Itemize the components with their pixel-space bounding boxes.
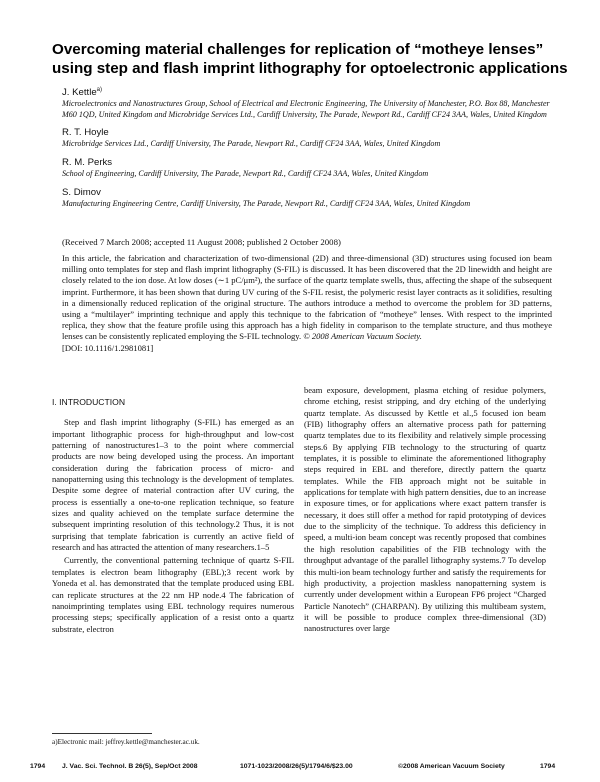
author-name: R. T. Hoyle — [62, 127, 109, 139]
author-affiliation: School of Engineering, Cardiff University, The Parade, Newport Rd., Cardiff CF24 3AA, Wales, United Kingdom — [62, 168, 429, 178]
author-block — [62, 84, 552, 216]
abstract-body: In this article, the fabrication and characterization of two-dimensional (2D) and three-dimensional (3D) structures using focused ion beam milling onto templates for step and flash imprint lithography (S-FIL) is discussed. It has been discovered that the 2D linewidth and height are closely related to the ion dose. At low doses (∼1 pC/μm²), the surface of the quartz template swells, thus, affecting the shape of the subsequent imprint. Furthermore, it has been shown that during UV curing of the S-FIL resist, the polymeric resist layer contracts as it solidifies, resulting in a dimensionally reduced replication of the original structure. The authors introduce a method to overcome the problem for 3D patterns, using a “multilayer” imprinting technique and apply this technique to the fabrication of “motheye” lenses. With respect to the imprinted replica, they show that the feature profile using this approach has a high fidelity in comparison to the template structure, and thus motheye lenses can be consistently replicated employing the S-FIL technology. — [62, 253, 552, 342]
abstract-copyright: © 2008 American Vacuum Society. — [303, 331, 422, 342]
section-heading: I. INTRODUCTION — [52, 397, 126, 407]
author-affiliation: Manufacturing Engineering Centre, Cardiff University, The Parade, Newport Rd., Cardiff CF24 3AA, Wales, United Kingdom — [62, 198, 471, 208]
page-number-left: 1794 — [30, 763, 46, 770]
issn-info: 1071-1023/2008/26(5)/1794/6/$23.00 — [240, 763, 353, 770]
footnote: a)Electronic mail: jeffrey.kettle@manchester.ac.uk. — [52, 738, 200, 746]
paper-title: Overcoming material challenges for replication of “motheye lenses” using step and flash imprint lithography for optoelectronic applications — [52, 41, 568, 77]
body-paragraph: beam exposure, development, plasma etching of residue polymers, chrome etching, resist stripping, and dry etching of the underlying quartz template. As discussed by Kettle et al.,5 focused ion beam (FIB) lithography offers an alternative process path for patterning quartz templates due to its flexibility and relatively simple processing steps.6 By applying FIB technology to the structuring of quartz templates, it is possible to eliminate the aforementioned lithography steps required in EBL and therefore, directly pattern the quartz templates. While the FIB approach might not be suitable in applications for template with high pattern densities, due to an increase in exposure times, or for applications where exact pattern transfer is necessary, it does still offer a method for rapid prototyping of devices due to the simplicity of the technique. To address this deficiency in speed, a multi-ion beam concept was recently proposed that combines the high resolution capabilities of the FIB technology with the throughput advantage of the parallel lithography systems.7 To develop this multi-ion beam technology further and satisfy the requirements for high productivity, a projection maskless nanopatterning system is currently under development within a European FP6 project “Charged Particle Nanotech” (CHARPAN). By utilizing this multibeam system, it will be possible to produce complex three-dimensional (3D) nanostructures over large — [304, 385, 546, 634]
body-paragraph: Step and flash imprint lithography (S-FIL) has emerged as an important lithographic process for high-throughput and low-cost patterning of nanostructures1–3 to the point where commercial products are now being developed using the process. An important consideration during the fabrication process of micro- and nanopatterning using this technology is the development of templates. Despite some degree of material contraction after UV curing, the process is essentially a one-to-one replication technique, so feature sizes and quality achieved on the template surface determine the subsequent imprinting resolution of this technology.2 Thus, it is not surprising that template fabrication is currently an active field of research and has attracted the attention of many researchers.1–5 — [52, 417, 294, 553]
footer-copyright: ©2008 American Vacuum Society — [398, 763, 505, 770]
author-affiliation: Microelectronics and Nanostructures Group, School of Electrical and Electronic Engineering, The University of Manchester, P.O. Box 88, Manchester M60 1QD, United Kingdom and Microbridge Services Ltd., Cardiff University, The Parade, Newport Rd., Cardiff CF24 3AA, Wales, United Kingdom — [62, 99, 550, 119]
journal-citation: J. Vac. Sci. Technol. B 26(5), Sep/Oct 2008 — [62, 763, 198, 770]
page-number-right: 1794 — [540, 763, 556, 770]
received-dates: (Received 7 March 2008; accepted 11 August 2008; published 2 October 2008) — [62, 237, 341, 247]
author-name: S. Dimov — [62, 186, 101, 198]
author-entry — [62, 187, 552, 210]
left-column — [52, 397, 294, 635]
author-footnote-mark: a) — [96, 87, 103, 93]
author-name: J. Kettle$^{a)}$ — [62, 87, 103, 99]
doi-link[interactable]: [DOI: 10.1116/1.2981081] — [62, 342, 154, 353]
author-affiliation: Microbridge Services Ltd., Cardiff University, The Parade, Newport Rd., Cardiff CF24 3AA, Wales, United Kingdom — [62, 139, 441, 149]
author-entry — [62, 127, 552, 150]
body-paragraph: Currently, the conventional patterning technique of quartz S-FIL templates is electron beam lithography (EBL);3 recent work by Yoneda et al. has demonstrated that the template produced using EBL can replicate structures at the 22 nm HP node.4 The fabrication of nanoimprinting templates using EBL technology requires numerous processing steps; specifically application of a resist onto a quartz substrate, electron — [52, 555, 294, 634]
page-footer — [30, 763, 570, 782]
footnote-divider — [52, 733, 152, 734]
author-entry — [62, 84, 552, 120]
right-column — [304, 385, 546, 635]
author-name: R. M. Perks — [62, 156, 113, 168]
abstract — [62, 253, 552, 354]
author-entry — [62, 157, 552, 180]
